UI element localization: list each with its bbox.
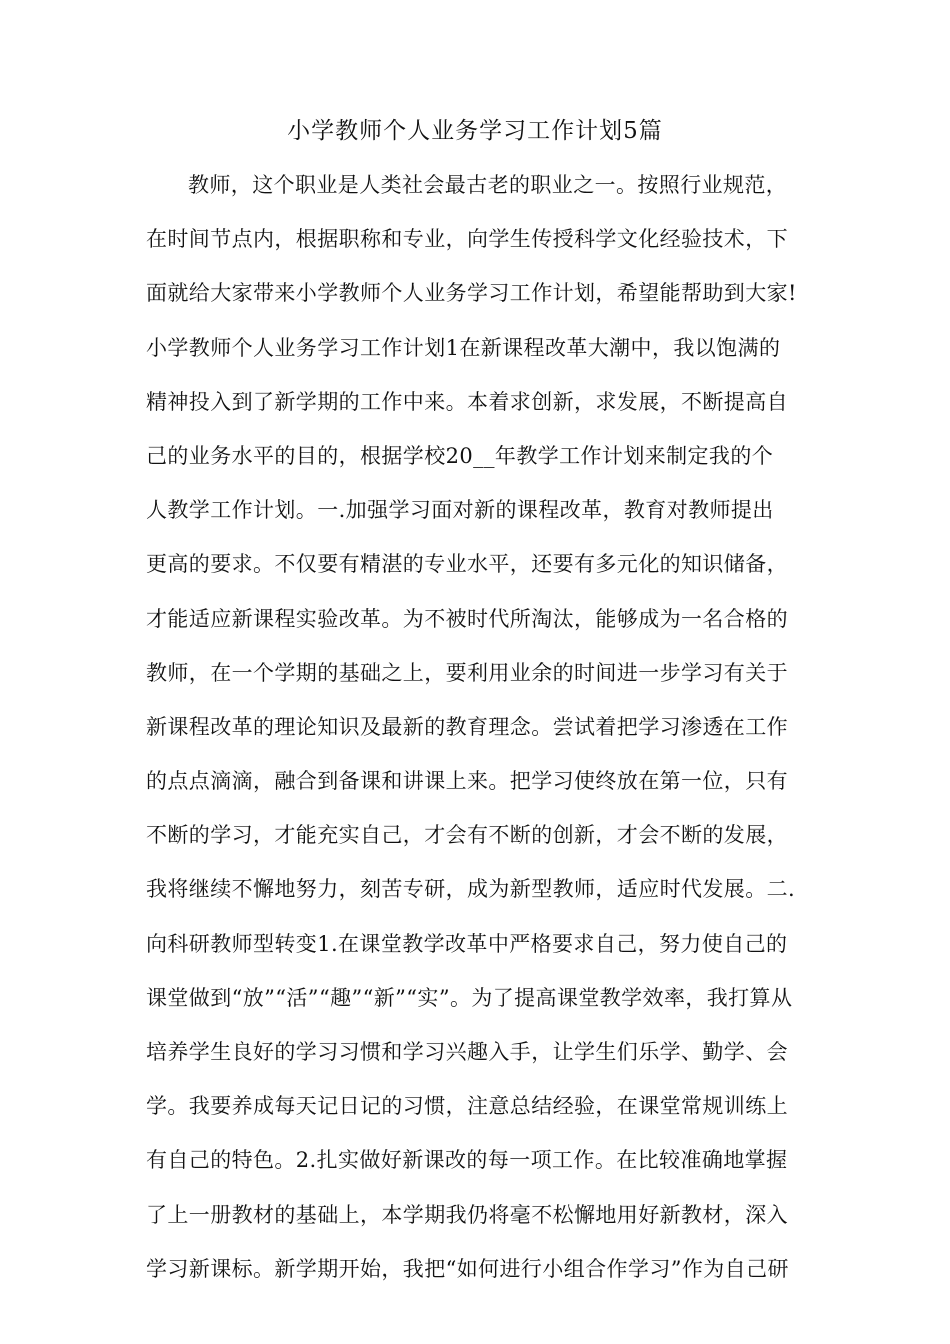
body-line: 不断的学习，才能充实自己，才会有不断的创新，才会不断的发展， xyxy=(146,823,788,848)
document-title: 小学教师个人业务学习工作计划5篇 xyxy=(287,118,663,144)
body-line: 向科研教师型转变1.在课堂教学改革中严格要求自己，努力使自己的 xyxy=(146,931,788,956)
body-line: 教师，在一个学期的基础之上，要利用业余的时间进一步学习有关于 xyxy=(146,660,788,685)
document-body xyxy=(146,170,826,1308)
body-line: 有自己的特色。2.扎实做好新课改的每一项工作。在比较准确地掌握 xyxy=(146,1148,788,1173)
body-line: 小学教师个人业务学习工作计划1在新课程改革大潮中，我以饱满的 xyxy=(146,335,781,360)
body-line: 学。我要养成每天记日记的习惯，注意总结经验，在课堂常规训练上 xyxy=(146,1094,788,1119)
body-line: 在时间节点内，根据职称和专业，向学生传授科学文化经验技术，下 xyxy=(146,227,788,252)
body-line: 己的业务水平的目的，根据学校20__年教学工作计划来制定我的个 xyxy=(146,443,774,468)
body-line: 更高的要求。不仅要有精湛的专业水平，还要有多元化的知识储备， xyxy=(146,552,788,577)
body-line: 了上一册教材的基础上，本学期我仍将毫不松懈地用好新教材，深入 xyxy=(146,1202,788,1227)
body-line: 课堂做到“放”“活”“趣”“新”“实”。为了提高课堂教学效率，我打算从 xyxy=(146,985,793,1010)
body-line: 教师，这个职业是人类社会最古老的职业之一。按照行业规范， xyxy=(188,173,788,197)
body-line: 人教学工作计划。一.加强学习面对新的课程改革，教育对教师提出 xyxy=(146,498,774,523)
body-line: 新课程改革的理论知识及最新的教育理念。尝试着把学习渗透在工作 xyxy=(146,714,788,739)
body-line: 才能适应新课程实验改革。为不被时代所淘汰，能够成为一名合格的 xyxy=(146,606,788,631)
body-line: 精神投入到了新学期的工作中来。本着求创新，求发展，不断提高自 xyxy=(146,389,788,414)
body-line: 我将继续不懈地努力，刻苦专研，成为新型教师，适应时代发展。二. xyxy=(146,877,796,902)
body-line: 面就给大家带来小学教师个人业务学习工作计划，希望能帮助到大家! xyxy=(146,281,797,306)
body-line: 培养学生良好的学习习惯和学习兴趣入手，让学生们乐学、勤学、会 xyxy=(146,1040,788,1064)
body-line: 的点点滴滴，融合到备课和讲课上来。把学习使终放在第一位，只有 xyxy=(146,769,788,794)
body-line: 学习新课标。新学期开始，我把“如何进行小组合作学习”作为自己研 xyxy=(146,1256,789,1281)
